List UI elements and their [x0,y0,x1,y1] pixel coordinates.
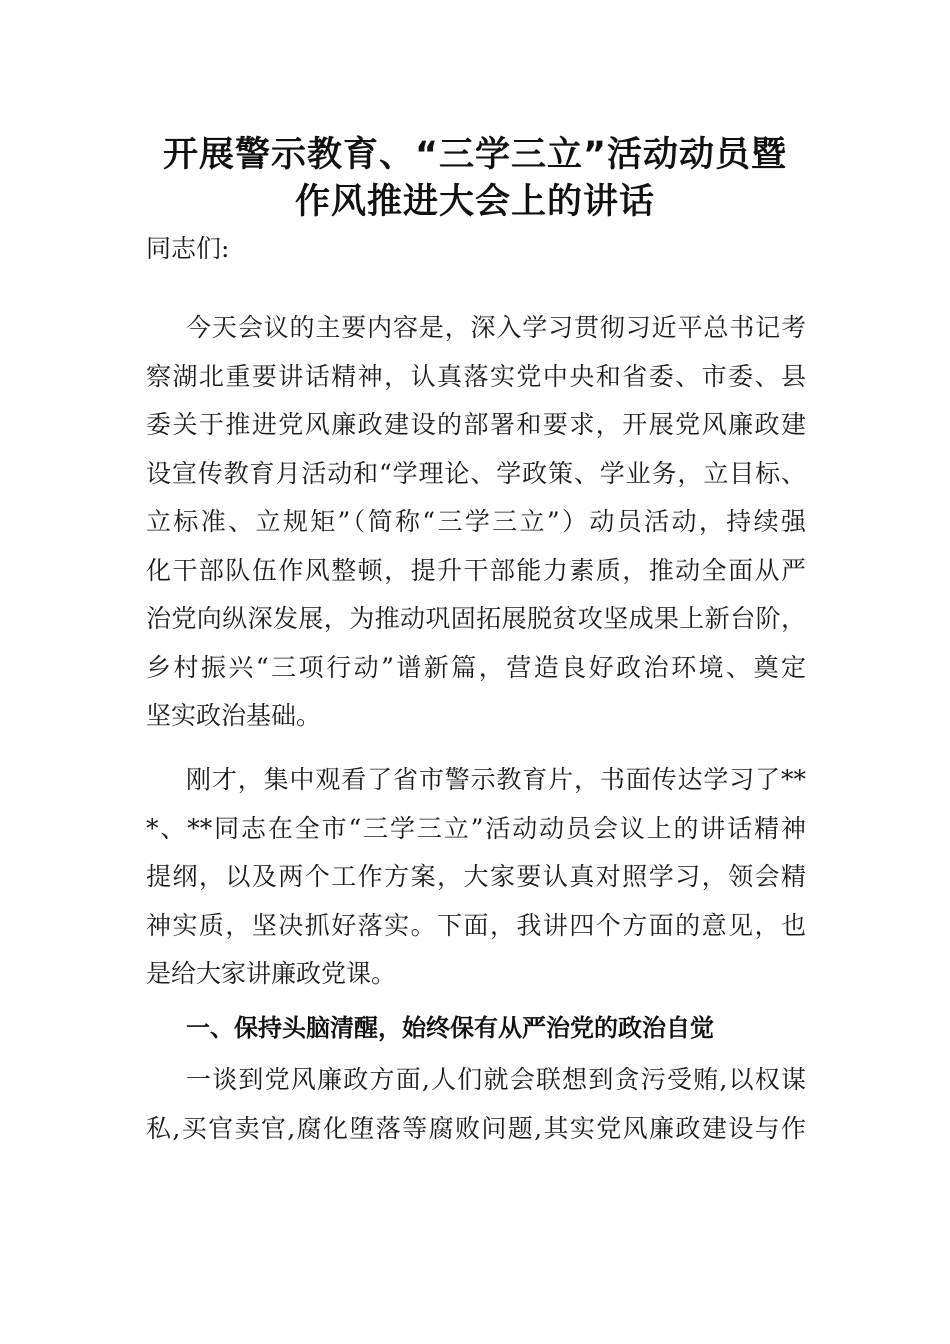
greeting: 同志们: [146,234,230,263]
paragraph-line: 是给大家讲廉政党课。 [146,959,397,988]
document-title-line-1: 开展警示教育、“三学三立”活动动员暨 [162,135,787,175]
paragraph-line: 察湖北重要讲话精神，认真落实党中央和省委、市委、县 [146,361,806,391]
paragraph-line: *、**同志在全市“三学三立”活动动员会议上的讲话精神 [146,813,806,843]
paragraph-line: 提纲，以及两个工作方案，大家要认真对照学习，领会精 [146,862,806,891]
section-heading-1: 一、保持头脑清醒，始终保有从严治党的政治自觉 [186,1014,714,1042]
paragraph-line: 设宣传教育月活动和“学理论、学政策、学业务，立目标、 [146,458,806,488]
paragraph-line: 立标准、立规矩”（简称“三学三立”）动员活动，持续强 [146,507,806,536]
paragraph-line: 委关于推进党风廉政建设的部署和要求，开展党风廉政建 [146,410,806,439]
paragraph-line: 今天会议的主要内容是，深入学习贯彻习近平总书记考 [186,313,806,342]
paragraph-line: 乡村振兴“三项行动”谱新篇，营造良好政治环境、奠定 [146,652,806,682]
document-title-line-2: 作风推进大会上的讲话 [294,182,655,222]
paragraph-line: 治党向纵深发展，为推动巩固拓展脱贫攻坚成果上新台阶， [146,604,806,633]
paragraph-line: 神实质，坚决抓好落实。下面，我讲四个方面的意见，也 [146,910,806,940]
paragraph-1 [146,304,806,741]
paragraph-line: 一谈到党风廉政方面,人们就会联想到贪污受贿,以权谋 [186,1065,806,1094]
paragraph-line: 私,买官卖官,腐化堕落等腐败问题,其实党风廉政建设与作 [146,1113,806,1143]
paragraph-line: 刚才，集中观看了省市警示教育片，书面传达学习了** [186,765,806,794]
paragraph-2 [146,756,806,999]
paragraph-3 [146,1056,806,1153]
paragraph-line: 化干部队伍作风整顿，提升干部能力素质，推动全面从严 [146,555,806,585]
paragraph-line: 坚实政治基础。 [146,701,322,730]
